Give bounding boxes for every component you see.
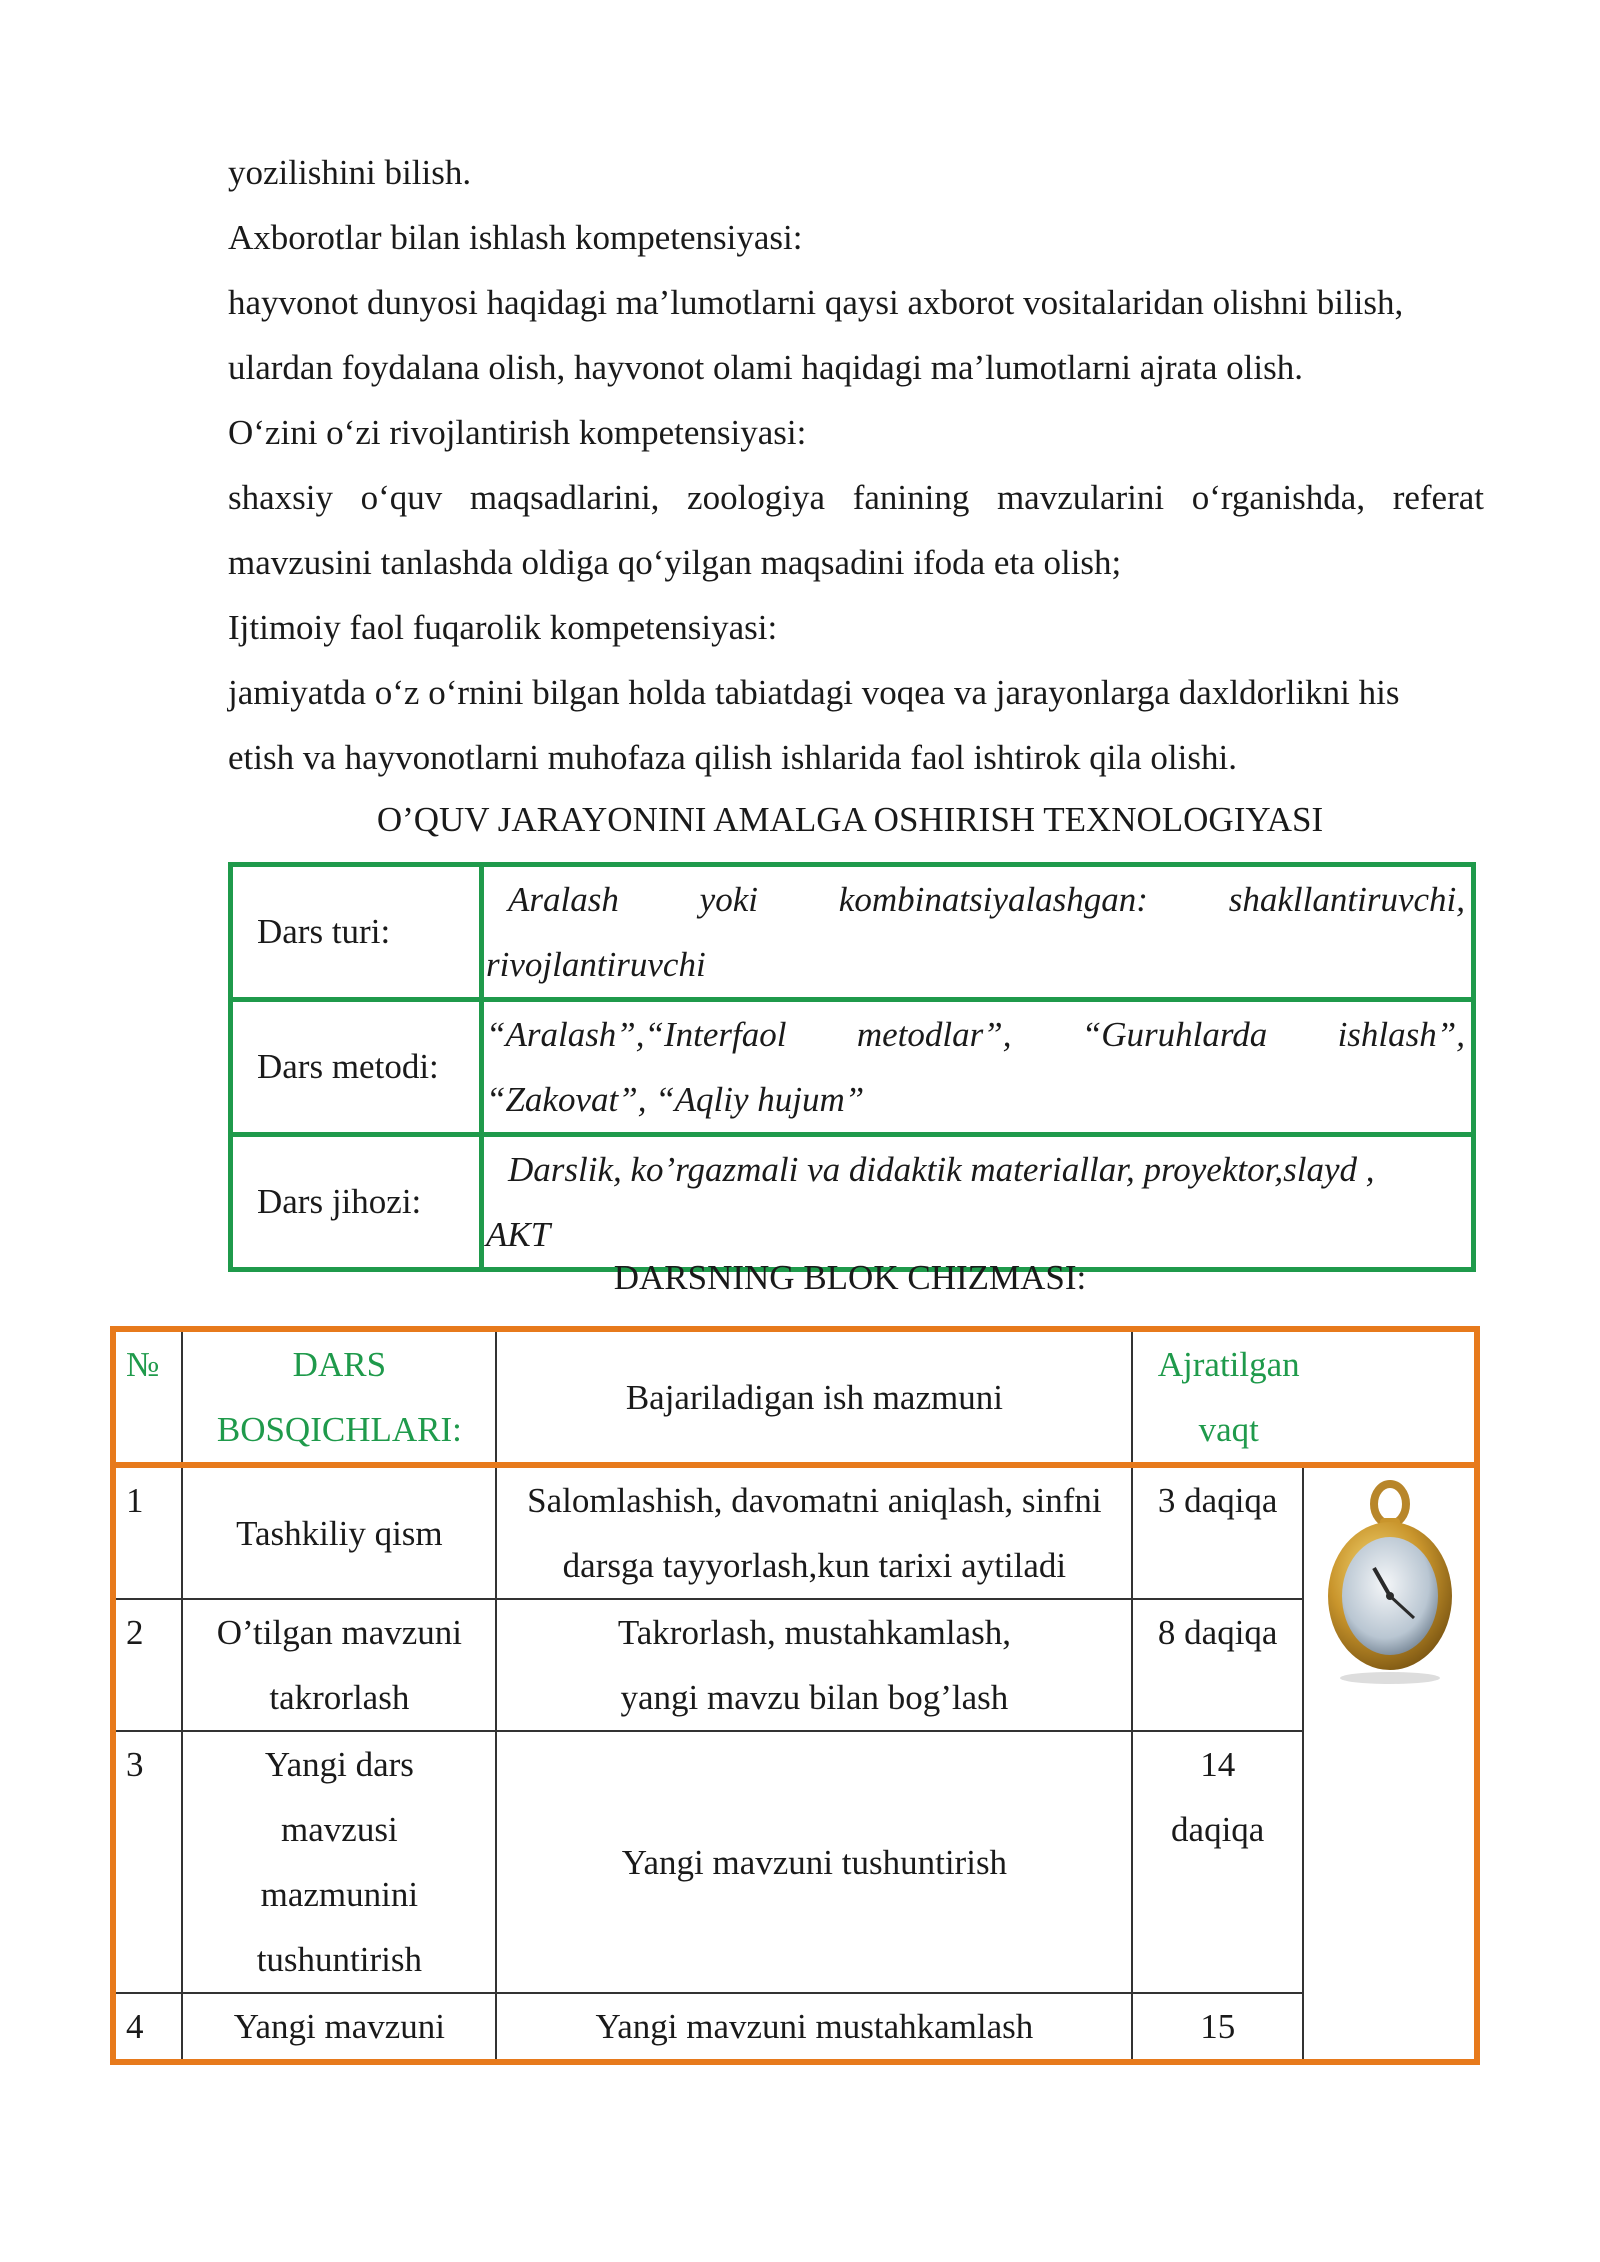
row-work: Yangi mavzuni tushuntirish [496, 1731, 1132, 1993]
stage-line: mazmunini [260, 1875, 419, 1914]
table-row [231, 1000, 1474, 1135]
text-line: shaxsiy o‘quv maqsadlarini, zoologiya fanining mavzularini o‘rganishda, referat [228, 478, 1484, 517]
header-stages [182, 1329, 496, 1465]
text-line: ulardan foydalana olish, hayvonot olami haqidagi ma’lumotlarni ajrata olish. [228, 348, 1303, 387]
technology-table [228, 862, 1476, 1272]
text-line: Ijtimoiy faol fuqarolik kompetensiyasi: [228, 608, 778, 647]
work-line: yangi mavzu bilan bog’lash [620, 1678, 1009, 1717]
value-line: rivojlantiruvchi [486, 945, 706, 984]
row-label: Dars jihozi: [231, 1135, 482, 1270]
row-stage: Tashkiliy qism [182, 1465, 496, 1599]
header-line: BOSQICHLARI: [216, 1410, 462, 1449]
text-line: etish va hayvonotlarni muhofaza qilish ishlarida faol ishtirok qila olishi. [228, 738, 1237, 777]
text-line: O‘zini o‘zi rivojlantirish kompetensiyasi: [228, 413, 807, 452]
row-work [496, 1599, 1132, 1731]
stage-line: O’tilgan mavzuni [216, 1613, 462, 1652]
table-row [113, 1993, 1477, 2062]
header-row [113, 1329, 1477, 1465]
row-time: 3 daqiqa [1132, 1465, 1303, 1599]
table-row [113, 1599, 1477, 1731]
block-scheme-heading: DARSNING BLOK CHIZMASI: [613, 1258, 1087, 1297]
text-line: yozilishini bilish. [228, 153, 472, 192]
row-work: Yangi mavzuni mustahkamlash [496, 1993, 1132, 2062]
work-line: Takrorlash, mustahkamlash, [617, 1613, 1011, 1652]
stage-line: mavzusi [281, 1810, 398, 1849]
pocket-watch-icon [1304, 1468, 1474, 1688]
table-row [113, 1465, 1477, 1599]
value-line: Aralash yoki kombinatsiyalashgan: shakllantiruvchi, [508, 880, 1465, 919]
row-value [482, 865, 1474, 1000]
row-stage [182, 1599, 496, 1731]
technology-heading: O’QUV JARAYONINI AMALGA OSHIRISH TEXNOLOGIYASI [376, 800, 1324, 839]
row-number: 1 [113, 1465, 182, 1599]
row-time [1132, 1731, 1303, 1993]
stage-line: takrorlash [269, 1678, 410, 1717]
row-time: 15 [1132, 1993, 1303, 2062]
row-number: 4 [113, 1993, 182, 2062]
value-line: “Aralash”,“Interfaol metodlar”, “Guruhlarda ishlash”, [486, 1015, 1465, 1054]
header-line: Ajratilgan vaqt [1157, 1345, 1300, 1449]
header-time [1132, 1329, 1477, 1465]
row-value [482, 1135, 1474, 1270]
row-stage [182, 1731, 496, 1993]
row-label: Dars turi: [231, 865, 482, 1000]
table-row [231, 1135, 1474, 1270]
text-line: mavzusini tanlashda oldiga qo‘yilgan maqsadini ifoda eta olish; [228, 543, 1122, 582]
text-line: jamiyatda o‘z o‘rnini bilgan holda tabiatdagi voqea va jarayonlarga daxldorlikni his [228, 673, 1400, 712]
time-line: 14 [1200, 1745, 1236, 1784]
row-work [496, 1465, 1132, 1599]
header-work: Bajariladigan ish mazmuni [496, 1329, 1132, 1465]
table-row [113, 1731, 1477, 1993]
table-row [231, 865, 1474, 1000]
row-stage: Yangi mavzuni [182, 1993, 496, 2062]
block-scheme-table [110, 1326, 1480, 2065]
work-line: Salomlashish, davomatni aniqlash, sinfni [527, 1481, 1102, 1520]
row-number: 2 [113, 1599, 182, 1731]
header-number: № [113, 1329, 182, 1465]
row-value [482, 1000, 1474, 1135]
stage-line: Yangi dars [264, 1745, 414, 1784]
work-line: darsga tayyorlash,kun tarixi aytiladi [562, 1546, 1067, 1585]
stage-line: tushuntirish [256, 1940, 422, 1979]
value-line: “Zakovat”, “Aqliy hujum” [486, 1080, 865, 1119]
header-line: DARS [292, 1345, 387, 1384]
row-number: 3 [113, 1731, 182, 1993]
competency-text [228, 140, 1484, 790]
time-line: daqiqa [1171, 1810, 1265, 1849]
text-line: hayvonot dunyosi haqidagi ma’lumotlarni qaysi axborot vositalaridan olishni bilish, [228, 283, 1404, 322]
row-time: 8 daqiqa [1132, 1599, 1303, 1731]
row-label: Dars metodi: [231, 1000, 482, 1135]
text-line: Axborotlar bilan ishlash kompetensiyasi: [228, 218, 803, 257]
value-line: Darslik, ko’rgazmali va didaktik materiallar, proyektor,slayd , [508, 1150, 1375, 1189]
watch-cell [1303, 1465, 1477, 2062]
value-line: AKT [486, 1215, 551, 1254]
